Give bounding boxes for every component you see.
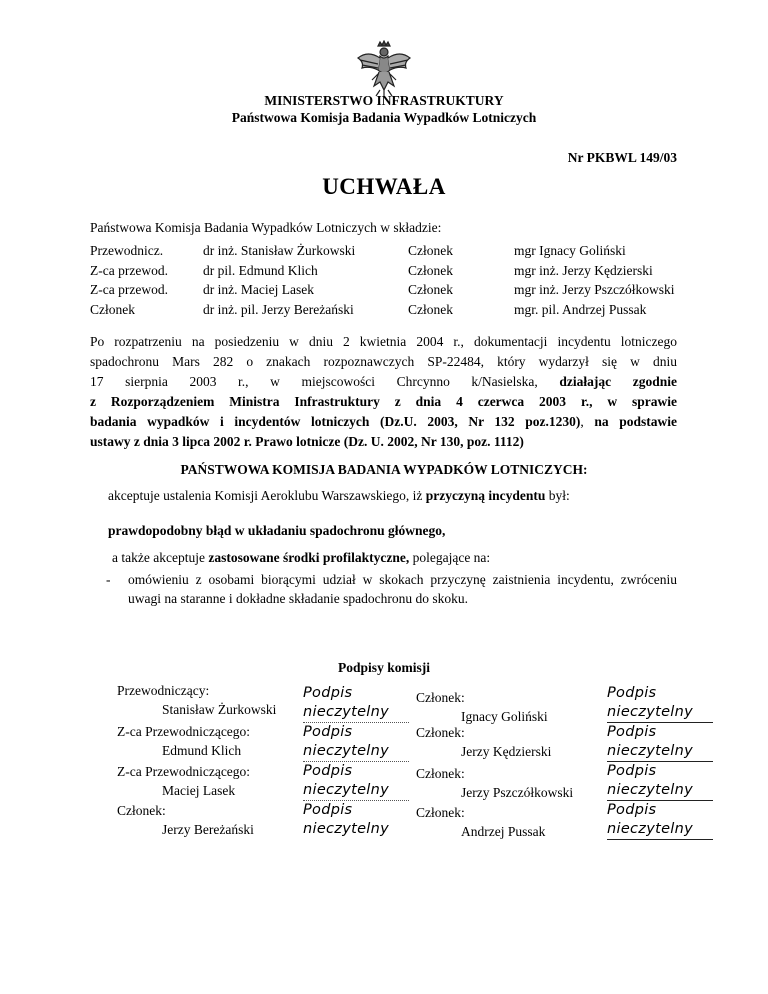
- commission-name: Państwowa Komisja Badania Wypadków Lotniczych: [231, 110, 537, 125]
- signature-line-2: nieczytelny: [303, 704, 390, 720]
- handwritten-signature: [607, 762, 713, 801]
- composition-role: Członek: [408, 301, 453, 317]
- paragraph-line: ustawy z dnia 3 lipca 2002 r. Prawo lotnicze (Dz. U. 2002, Nr 130, poz. 1112): [90, 434, 524, 449]
- signatory: [117, 722, 250, 760]
- signature-line-1: Podpis: [607, 724, 657, 740]
- composition-role: Członek: [408, 262, 453, 278]
- composition-name: mgr. pil. Andrzej Pussak: [514, 301, 647, 317]
- document-title: UCHWAŁA: [322, 174, 446, 199]
- composition-left-roles: [90, 241, 168, 319]
- bullet-text: omówieniu z osobami biorącymi udział w skokach przyczynę zaistnienia incydentu, zwróceniu uwagi na staranne i dokładne składanie spadochronu do skoku.: [128, 572, 677, 606]
- signature-line-1: Podpis: [607, 802, 657, 818]
- signatory-role: Przewodniczący:: [117, 683, 210, 698]
- measure-bullet: [106, 570, 677, 608]
- signature-line-2: nieczytelny: [303, 821, 390, 837]
- signature-line-1: Podpis: [303, 802, 353, 818]
- signatory: [416, 688, 548, 726]
- signature-line-2: nieczytelny: [607, 704, 694, 720]
- composition-name: mgr inż. Jerzy Kędzierski: [514, 262, 653, 278]
- signature-line-2: nieczytelny: [607, 782, 694, 798]
- composition-role: Z-ca przewod.: [90, 262, 168, 278]
- composition-right-names: [514, 241, 674, 319]
- paragraph-line: [90, 412, 677, 432]
- signatory-role: Członek:: [416, 690, 465, 705]
- composition-name: mgr inż. Jerzy Pszczółkowski: [514, 282, 675, 297]
- resolution-number: Nr PKBWL 149/03: [567, 150, 677, 165]
- signatory-name: Ignacy Goliński: [461, 709, 548, 724]
- signatory-role: Z-ca Przewodniczącego:: [117, 764, 251, 779]
- composition-role: Członek: [408, 282, 453, 297]
- paragraph-bold-text: działając zgodnie: [559, 374, 677, 389]
- paragraph-line: z Rozporządzeniem Ministra Infrastruktury z dnia 4 czerwca 2003 r., w sprawie: [90, 394, 677, 409]
- signature-line-2: nieczytelny: [303, 782, 390, 798]
- accepts-statement: [108, 488, 570, 504]
- composition-name: dr inż. Stanisław Żurkowski: [203, 243, 356, 258]
- paragraph-line: spadochronu Mars 282 o znakach rozpoznawczych SP-22484, który wydarzył się w dniu: [90, 354, 677, 369]
- accepts-bold: przyczyną incydentu: [425, 488, 546, 503]
- signatory-name: Stanisław Żurkowski: [162, 702, 277, 717]
- signatures-title: Podpisy komisji: [338, 660, 430, 675]
- signature-line-1: Podpis: [303, 724, 353, 740]
- handwritten-signature: [607, 723, 713, 762]
- paragraph-text: 17 sierpnia 2003 r., w miejscowości Chrcynno k/Nasielska,: [90, 374, 538, 389]
- signature-line-1: Podpis: [607, 685, 657, 701]
- accepts-text: akceptuje ustalenia Komisji Aeroklubu Warszawskiego, iż: [108, 488, 426, 503]
- signatory-role: Członek:: [117, 803, 166, 818]
- signatory: [117, 681, 276, 719]
- signatory-name: Jerzy Pszczółkowski: [461, 785, 574, 800]
- paragraph-bold-text: na podstawie: [594, 414, 678, 429]
- signatory-name: Edmund Klich: [162, 743, 242, 758]
- signatory-role: Członek:: [416, 766, 465, 781]
- measures-statement: [112, 550, 490, 566]
- signatory-name: Jerzy Bereżański: [162, 822, 254, 837]
- paragraph-line: Po rozpatrzeniu na posiedzeniu w dniu 2 kwietnia 2004 r., dokumentacji incydentu lotniczego: [90, 334, 677, 349]
- measures-bold: zastosowane środki profilaktyczne,: [208, 550, 410, 565]
- signatory-name: Andrzej Pussak: [461, 824, 546, 839]
- handwritten-signature: [303, 723, 409, 762]
- signatory: [416, 803, 545, 841]
- signature-line-2: nieczytelny: [303, 743, 390, 759]
- signatory-name: Jerzy Kędzierski: [461, 744, 552, 759]
- signature-line-2: nieczytelny: [607, 821, 694, 837]
- signatory-role: Członek:: [416, 725, 465, 740]
- resolution-paragraph: [90, 332, 677, 452]
- handwritten-signature: [303, 801, 409, 839]
- paragraph-text: ,: [580, 414, 595, 429]
- measures-text: a także akceptuje: [112, 550, 209, 565]
- signature-line-2: nieczytelny: [607, 743, 694, 759]
- paragraph-line: [90, 372, 677, 392]
- bullet-dash: -: [106, 572, 111, 587]
- composition-role: Członek: [408, 243, 453, 258]
- signature-line-1: Podpis: [303, 685, 353, 701]
- composition-name: mgr Ignacy Goliński: [514, 243, 626, 258]
- incident-cause: prawdopodobny błąd w układaniu spadochronu głównego,: [108, 523, 446, 538]
- composition-left-names: [203, 241, 355, 319]
- handwritten-signature: [303, 684, 409, 723]
- signature-line-1: Podpis: [607, 763, 657, 779]
- signatory: [117, 762, 250, 800]
- polish-eagle-icon: [354, 40, 414, 100]
- decision-heading: PAŃSTWOWA KOMISJA BADANIA WYPADKÓW LOTNICZYCH:: [180, 462, 588, 477]
- handwritten-signature: [607, 684, 713, 723]
- composition-role: Przewodnicz.: [90, 243, 164, 258]
- signature-line-1: Podpis: [303, 763, 353, 779]
- composition-name: dr inż. pil. Jerzy Bereżański: [203, 301, 354, 317]
- signatory-role: Z-ca Przewodniczącego:: [117, 724, 251, 739]
- signatory: [416, 764, 573, 802]
- handwritten-signature: [607, 801, 713, 840]
- handwritten-signature: [303, 762, 409, 801]
- signatory-name: Maciej Lasek: [162, 783, 236, 798]
- accepts-text-end: był:: [545, 488, 570, 503]
- composition-right-roles: [408, 241, 453, 319]
- signatory: [117, 801, 254, 839]
- signatory: [416, 723, 551, 761]
- ministry-name: MINISTERSTWO INFRASTRUKTURY: [264, 93, 504, 108]
- composition-role: Członek: [90, 301, 135, 317]
- signatory-role: Członek:: [416, 805, 465, 820]
- composition-name: dr pil. Edmund Klich: [203, 262, 318, 278]
- composition-intro: Państwowa Komisja Badania Wypadków Lotniczych w składzie:: [90, 220, 442, 235]
- composition-name: dr inż. Maciej Lasek: [203, 282, 314, 297]
- measures-text-end: polegające na:: [409, 550, 491, 565]
- paragraph-bold-text: badania wypadków i incydentów lotniczych (Dz.U. 2003, Nr 132 poz.1230): [90, 414, 581, 429]
- composition-role: Z-ca przewod.: [90, 282, 168, 297]
